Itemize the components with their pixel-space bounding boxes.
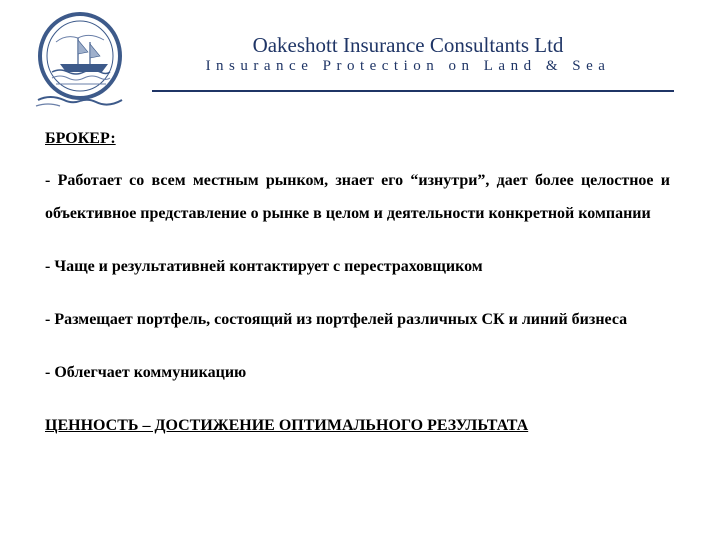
- slide-content: [45, 128, 670, 437]
- value-statement: ЦЕННОСТЬ – ДОСТИЖЕНИЕ ОПТИМАЛЬНОГО РЕЗУЛЬТАТА: [45, 417, 529, 434]
- section-heading: БРОКЕР:: [45, 130, 116, 147]
- list-item: - Чаще и результативней контактирует с перестраховщиком: [45, 258, 483, 275]
- company-logo: [30, 8, 132, 112]
- company-name: Oakeshott Insurance Consultants Ltd: [252, 33, 564, 57]
- company-tagline: Insurance Protection on Land & Sea: [205, 58, 611, 74]
- header-divider: [152, 90, 674, 92]
- list-item: - Размещает портфель, состоящий из портфелей различных СК и линий бизнеса: [45, 311, 628, 328]
- ship-oval-logo-icon: [30, 8, 132, 112]
- list-item: - Работает со всем местным рынком, знает его “изнутри”, дает более целостное и объективное представление о рынке в целом и деятельности конкретной компании: [45, 172, 670, 222]
- list-item: - Облегчает коммуникацию: [45, 364, 247, 381]
